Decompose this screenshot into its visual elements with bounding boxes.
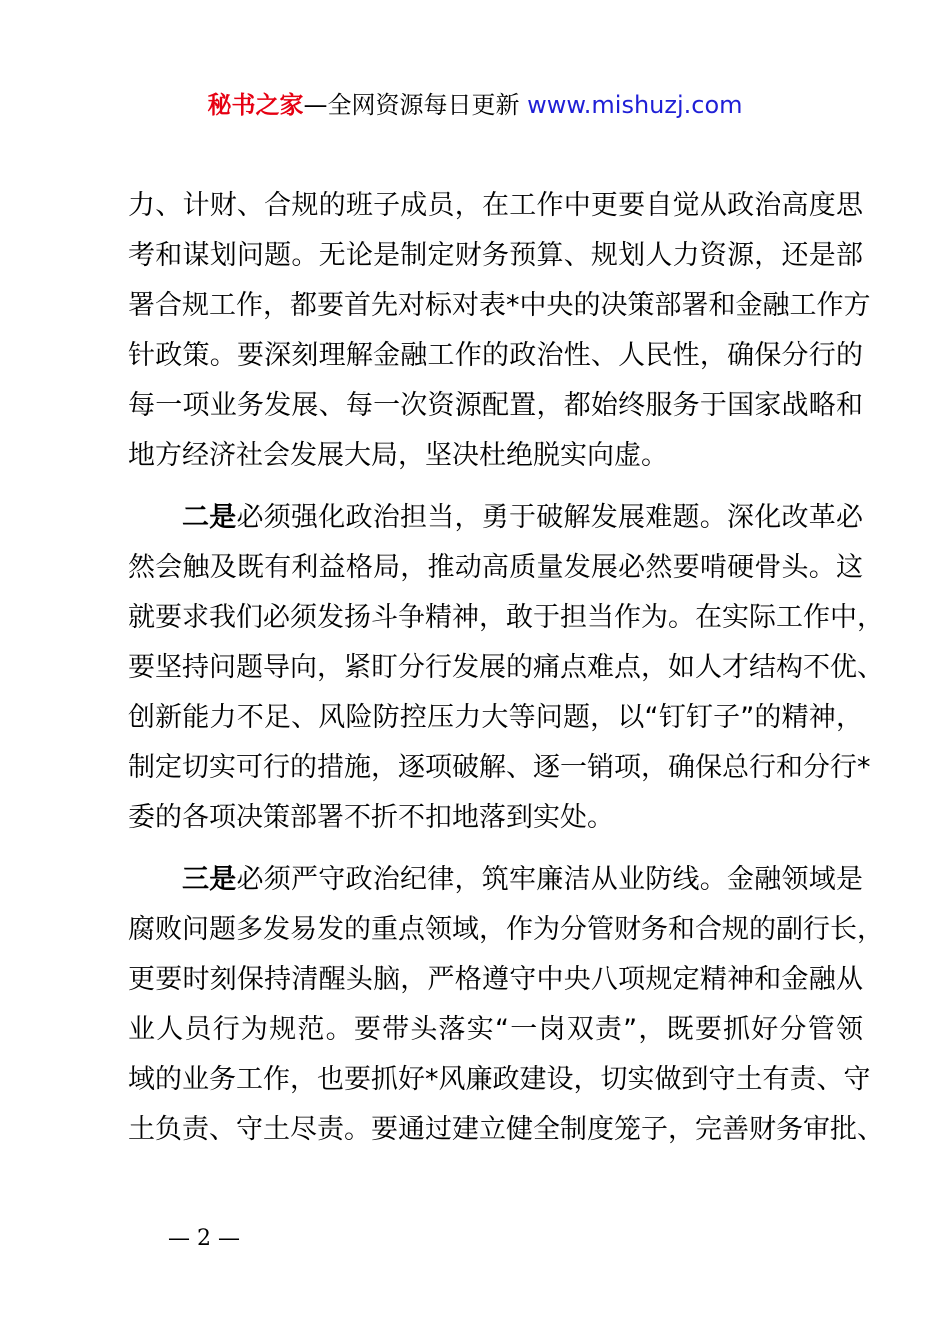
text-line: 制定切实可行的措施，逐项破解、逐一销项，确保总行和分行* [128, 752, 871, 783]
text-line: 业人员行为规范。要带头落实“一岗双责”，既要抓好分管领 [128, 1014, 863, 1045]
text-line: 考和谋划问题。无论是制定财务预算、规划人力资源，还是部 [128, 240, 863, 271]
text-line: 地方经济社会发展大局，坚决杜绝脱实向虚。 [128, 440, 668, 471]
document-body [128, 181, 884, 1155]
text-line-content: 必须严守政治纪律，筑牢廉洁从业防线。金融领域是 [236, 864, 863, 895]
text-line: 土负责、守土尽责。要通过建立健全制度笼子，完善财务审批、 [128, 1114, 884, 1145]
paragraph-lead: 二是 [182, 502, 237, 533]
text-line: 然会触及既有利益格局，推动高质量发展必然要啃硬骨头。这 [128, 552, 863, 583]
text-line: 更要时刻保持清醒头脑，严格遵守中央八项规定精神和金融从 [128, 964, 863, 995]
brand-name: 秘书之家 [207, 91, 304, 119]
paragraph-1 [128, 181, 871, 481]
text-line-first [128, 493, 863, 543]
page-number: — 2 — [168, 1226, 240, 1251]
site-watermark-header [0, 88, 950, 122]
text-line: 力、计财、合规的班子成员，在工作中更要自觉从政治高度思 [128, 190, 863, 221]
text-line-first [128, 855, 863, 905]
site-url: www.mishuzj.com [527, 91, 743, 119]
paragraph-2 [128, 493, 884, 843]
text-line: 腐败问题多发易发的重点领域，作为分管财务和合规的副行长， [128, 914, 884, 945]
text-line: 署合规工作，都要首先对标对表*中央的决策部署和金融工作方 [128, 290, 871, 321]
text-line: 针政策。要深刻理解金融工作的政治性、人民性，确保分行的 [128, 340, 863, 371]
paragraph-3 [128, 855, 884, 1155]
text-line-content: 必须强化政治担当，勇于破解发展难题。深化改革必 [236, 502, 863, 533]
text-line: 委的各项决策部署不折不扣地落到实处。 [128, 802, 614, 833]
text-line: 要坚持问题导向，紧盯分行发展的痛点难点，如人才结构不优、 [128, 652, 884, 683]
text-line: 每一项业务发展、每一次资源配置，都始终服务于国家战略和 [128, 390, 863, 421]
header-tagline: —全网资源每日更新 [303, 91, 528, 119]
text-line: 创新能力不足、风险防控压力大等问题，以“钉钉子”的精神， [128, 702, 863, 733]
text-line: 域的业务工作，也要抓好*风廉政建设，切实做到守土有责、守 [128, 1064, 871, 1095]
paragraph-lead: 三是 [182, 864, 237, 895]
text-line: 就要求我们必须发扬斗争精神，敢于担当作为。在实际工作中， [128, 602, 884, 633]
